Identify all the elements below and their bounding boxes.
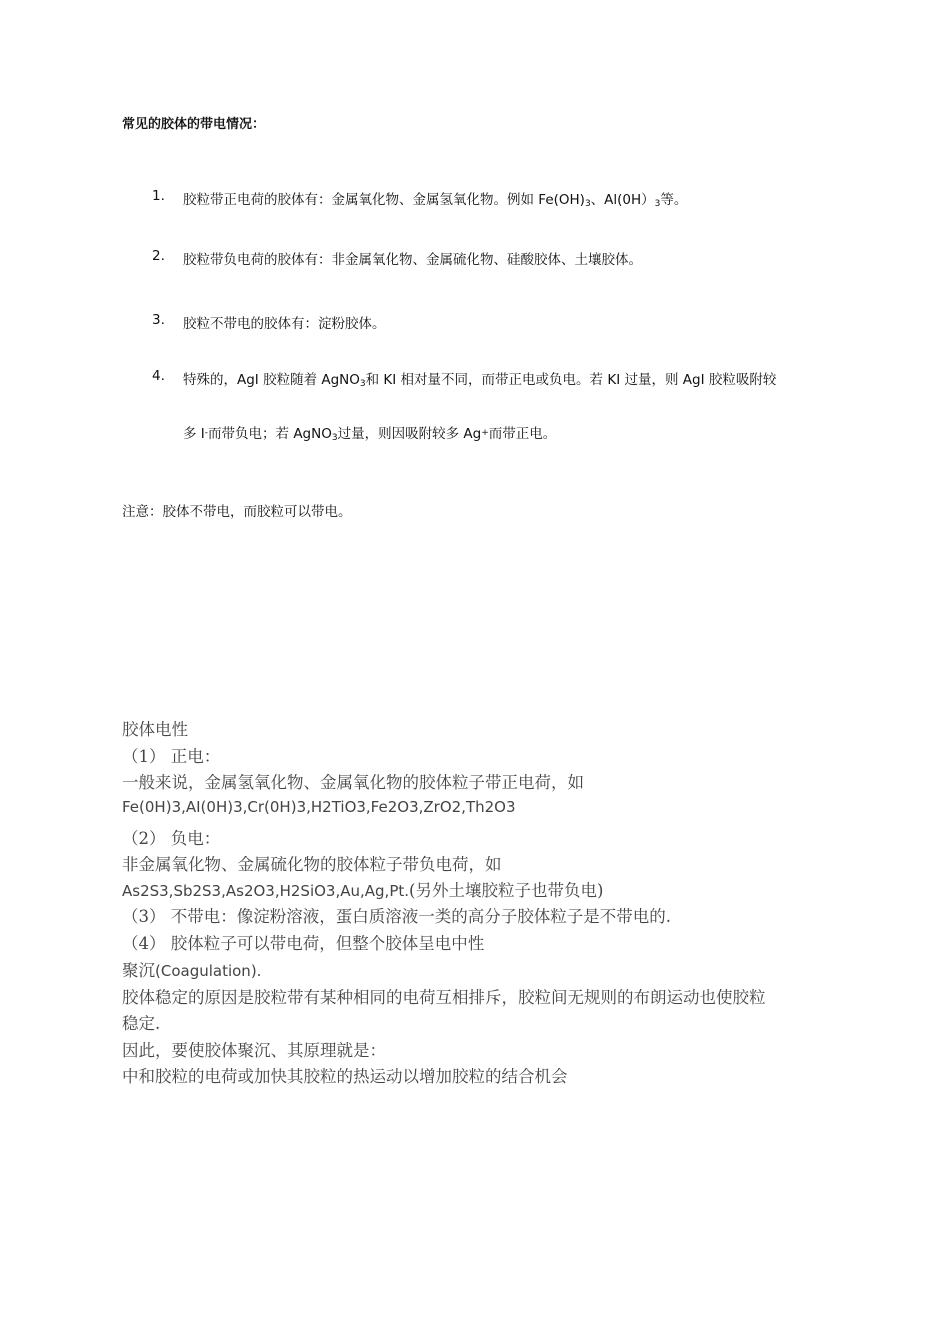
list-item-text: 胶粒不带电的胶体有：淀粉胶体。 [183, 316, 386, 332]
list-item-text: 胶粒带负电荷的胶体有：非金属氧化物、金属硫化物、硅酸胶体、土壤胶体。 [183, 252, 642, 268]
paragraph: （3） 不带电：像淀粉溶液，蛋白质溶液一类的高分子胶体粒子是不带电的. [122, 907, 671, 926]
note-text: 注意：胶体不带电，而胶粒可以带电。 [122, 504, 352, 520]
text-span: 特殊的，AgI 胶粒随着 AgNO [183, 372, 360, 388]
formula-list: Fe(0H)3,AI(0H)3,Cr(0H)3,H2TiO3,Fe2O3,ZrO2,Th2O3 [122, 798, 516, 816]
text-span: (另外土壤胶粒子也带负电) [409, 881, 604, 900]
text-span: 和 KI 相对量不同，而带正电或负电。若 KI 过量，则 AgI 胶粒吸附较 [365, 372, 777, 388]
paragraph: 因此，要使胶体聚沉、其原理就是： [122, 1041, 386, 1060]
paragraph: 稳定. [122, 1014, 161, 1033]
list-number: 3. [152, 312, 165, 328]
section-heading: 常见的胶体的带电情况： [122, 117, 266, 132]
paragraph: 中和胶粒的电荷或加快其胶粒的热运动以增加胶粒的结合机会 [122, 1067, 568, 1086]
paragraph: 胶体稳定的原因是胶粒带有某种相同的电荷互相排斥，胶粒间无规则的布朗运动也使胶粒 [122, 988, 766, 1007]
subscript: 3 [654, 199, 661, 209]
subscript: 3 [331, 433, 338, 443]
list-item-text [183, 188, 687, 208]
text-span: 等。 [660, 192, 688, 208]
list-item-text [183, 368, 776, 388]
paragraph: （1） 正电： [122, 747, 221, 766]
text-span: 聚沉 [122, 961, 155, 980]
subscript: 3 [359, 379, 366, 389]
paragraph [122, 877, 603, 901]
list-number: 4. [152, 368, 165, 384]
list-item-continuation [183, 422, 556, 442]
text-span: 过量，则因吸附较多 Ag [337, 426, 482, 442]
text-span: 而带负电；若 AgNO [208, 426, 332, 442]
paragraph: （2） 负电： [122, 829, 221, 848]
text-span: 胶粒带正电荷的胶体有：金属氧化物、金属氢氧化物。例如 Fe(OH) [183, 192, 585, 208]
formula-list: As2S3,Sb2S3,As2O3,H2SiO3,Au,Ag,Pt. [122, 882, 410, 900]
text-span: 而带正电。 [488, 426, 557, 442]
list-number: 2. [152, 248, 165, 264]
text-span: 、Al(0H） [590, 192, 655, 208]
list-number: 1. [152, 188, 165, 204]
text-span: 多 I [183, 426, 205, 442]
superscript: + [481, 428, 489, 438]
subscript: 3 [584, 199, 591, 209]
paragraph: 非金属氧化物、金属硫化物的胶体粒子带负电荷，如 [122, 855, 502, 874]
paragraph: 一般来说，金属氢氧化物、金属氧化物的胶体粒子带正电荷，如 [122, 773, 584, 792]
section-title: 胶体电性 [122, 720, 188, 739]
superscript: - [204, 428, 209, 438]
paragraph: （4） 胶体粒子可以带电荷，但整个胶体呈电中性 [122, 934, 485, 953]
paragraph [122, 957, 261, 981]
text-span: (Coagulation). [155, 962, 262, 980]
